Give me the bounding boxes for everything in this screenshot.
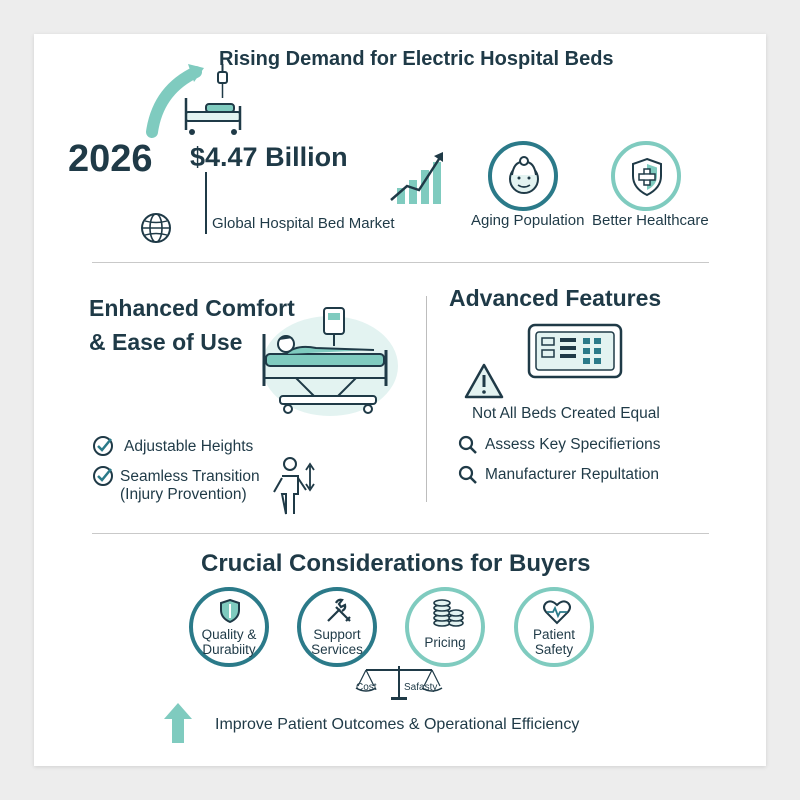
circle-label: Pricing	[424, 635, 466, 650]
buyers-title: Crucial Considerations for Buyers	[201, 550, 591, 577]
pricing-circle	[405, 587, 485, 667]
market-label: Global Hospital Bed Market	[212, 215, 395, 232]
circle-label: Support	[313, 627, 361, 642]
circle-label: Durabiity	[202, 642, 256, 657]
support-services-circle	[297, 587, 377, 667]
check-circle-icon	[92, 465, 114, 487]
patient-safety-circle	[514, 587, 594, 667]
page-title: Rising Demand for Electric Hospital Beds	[219, 48, 614, 70]
warning-icon	[463, 362, 505, 400]
search-icon	[458, 435, 478, 455]
patient-bed-illustration	[256, 306, 398, 418]
circle-label: Services	[311, 642, 363, 657]
circle-label: Patient	[532, 627, 576, 642]
hospital-bed-growth-icon	[144, 60, 244, 140]
elderly-face-icon	[504, 155, 544, 199]
comfort-item-transition: Seamless Transition	[120, 468, 260, 485]
quality-durability-circle	[189, 587, 269, 667]
column-divider	[426, 296, 427, 502]
comfort-title-line1: Enhanced Comfort	[89, 295, 295, 321]
comfort-item-transition-note: (Injury Provention)	[120, 486, 247, 503]
divider-top	[92, 262, 709, 263]
tools-icon	[324, 597, 354, 625]
features-item-reputation: Manufacturer Repultation	[485, 466, 660, 483]
features-item-specs: Assess Key Specifiетions	[485, 436, 661, 453]
up-arrow-icon	[163, 702, 193, 744]
comfort-title-line2: & Ease of Use	[89, 329, 243, 355]
coins-icon	[431, 597, 465, 629]
market-amount: $4.47 Billion	[190, 142, 348, 172]
features-warning: Not All Beds Created Equal	[472, 405, 660, 422]
driver-label-healthcare: Better Healthcare	[592, 212, 709, 229]
comfort-item-heights: Adjustable Heights	[124, 438, 254, 455]
control-panel-icon	[527, 323, 623, 379]
shield-icon	[219, 599, 241, 623]
heart-pulse-icon	[542, 599, 572, 625]
circle-label: Safety	[534, 642, 574, 657]
stat-divider	[205, 172, 207, 234]
footer-text: Improve Patient Outcomes & Operational Efficiency	[215, 716, 580, 733]
search-icon	[458, 465, 478, 485]
driver-label-aging: Aging Population	[471, 212, 585, 229]
circle-label: Quality &	[201, 627, 257, 642]
scale-label-safety: Safasty	[404, 682, 438, 693]
divider-bottom	[92, 533, 709, 534]
check-circle-icon	[92, 435, 114, 457]
better-healthcare-circle	[611, 141, 681, 211]
features-title: Advanced Features	[449, 285, 662, 311]
standing-person-icon	[270, 456, 318, 516]
shield-cross-icon	[630, 157, 664, 197]
year-stat: 2026	[68, 138, 153, 180]
aging-population-circle	[488, 141, 558, 211]
globe-icon	[139, 211, 173, 245]
scale-label-cost: Cost	[356, 682, 377, 693]
growth-chart-icon	[389, 148, 449, 206]
